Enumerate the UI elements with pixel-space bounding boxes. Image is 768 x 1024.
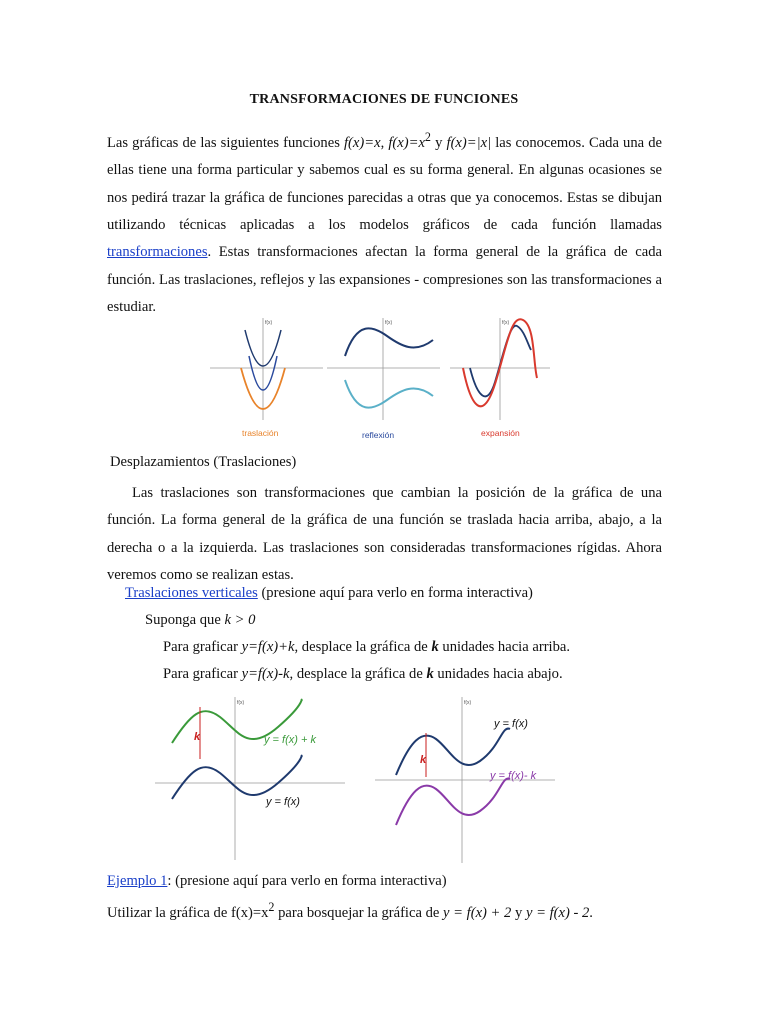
fx-axis-label: f(x) <box>265 320 273 326</box>
shift-up-label: y = f(x) + k <box>264 734 316 746</box>
rule-down-line: Para graficar y=f(x)-k, desplace la gráfica de k unidades hacia abajo. <box>163 666 563 682</box>
shift-up-graph <box>155 697 345 860</box>
example-text-line: Utilizar la gráfica de $f(x)=x^2$ para bosquejar la gráfica de y = f(x) + 2 y y = f(x) - 2. <box>107 900 593 921</box>
vertical-shift-figure <box>150 695 560 865</box>
example-heading-line: Ejemplo 1: (presione aquí para verlo en forma interactiva) <box>107 873 447 889</box>
transformaciones-link[interactable]: transformaciones <box>107 244 208 261</box>
traslaciones-verticales-link[interactable]: Traslaciones verticales <box>125 585 258 601</box>
traslacion-label: traslación <box>242 428 279 438</box>
expansion-graph <box>450 318 550 438</box>
reflexion-label: reflexión <box>362 430 395 440</box>
intro-paragraph: Las gráficas de las siguientes funciones f(x)=x, $f(x)=x^2$ y f(x)=|x| las conocemos. Cada una de ellas tiene una forma particular y sabemos cual es su forma general. En algunas ocasiones se nos pedirá trazar la gráfica de funciones parecidas a otras que ya conocemos. Estas se dibujan utilizando técnicas aplicadas a los modelos gráficos de cada función llamadas transformaciones. Estas transformaciones afectan la forma general de la gráfica de cada función. Las traslaciones, reflejos y las expansiones - compresiones son las transformaciones a estudiar. <box>107 130 663 316</box>
traslaciones-paragraph: Las traslaciones son transformaciones que cambian la posición de la gráfica de una función. La forma general de la gráfica de una función se traslada hacia arriba, abajo, a la derecha o a la izquierda. Las traslaciones son consideradas transformaciones rígidas. Ahora veremos como se realizan estas. <box>107 485 662 584</box>
reflexion-graph <box>327 318 440 440</box>
section-heading: Desplazamientos (Traslaciones) <box>110 454 297 470</box>
traslacion-graph <box>210 318 323 438</box>
svg-text:f(x): f(x) <box>237 700 245 706</box>
svg-text:f(x): f(x) <box>502 320 510 326</box>
rule-up-line: Para graficar y=f(x)+k, desplace la gráfica de k unidades hacia arriba. <box>163 639 571 655</box>
svg-text:f(x): f(x) <box>464 700 472 706</box>
suppose-line: Suponga que k > 0 <box>145 612 256 628</box>
svg-text:f(x): f(x) <box>385 320 393 326</box>
expansion-label: expansión <box>481 428 520 438</box>
traslaciones-verticales-line: Traslaciones verticales (presione aquí para verlo en forma interactiva) <box>125 585 533 601</box>
base-label-left: y = f(x) <box>266 796 300 808</box>
k-marker: k <box>194 731 201 743</box>
ejemplo-1-link[interactable]: Ejemplo 1 <box>107 873 168 889</box>
transformations-figure <box>205 312 555 447</box>
page-title: TRANSFORMACIONES DE FUNCIONES <box>249 92 519 107</box>
shift-down-label: y = f(x)- k <box>490 770 537 782</box>
svg-text:k: k <box>420 754 427 766</box>
shift-down-graph <box>375 697 555 863</box>
base-label-right: y = f(x) <box>494 718 528 730</box>
